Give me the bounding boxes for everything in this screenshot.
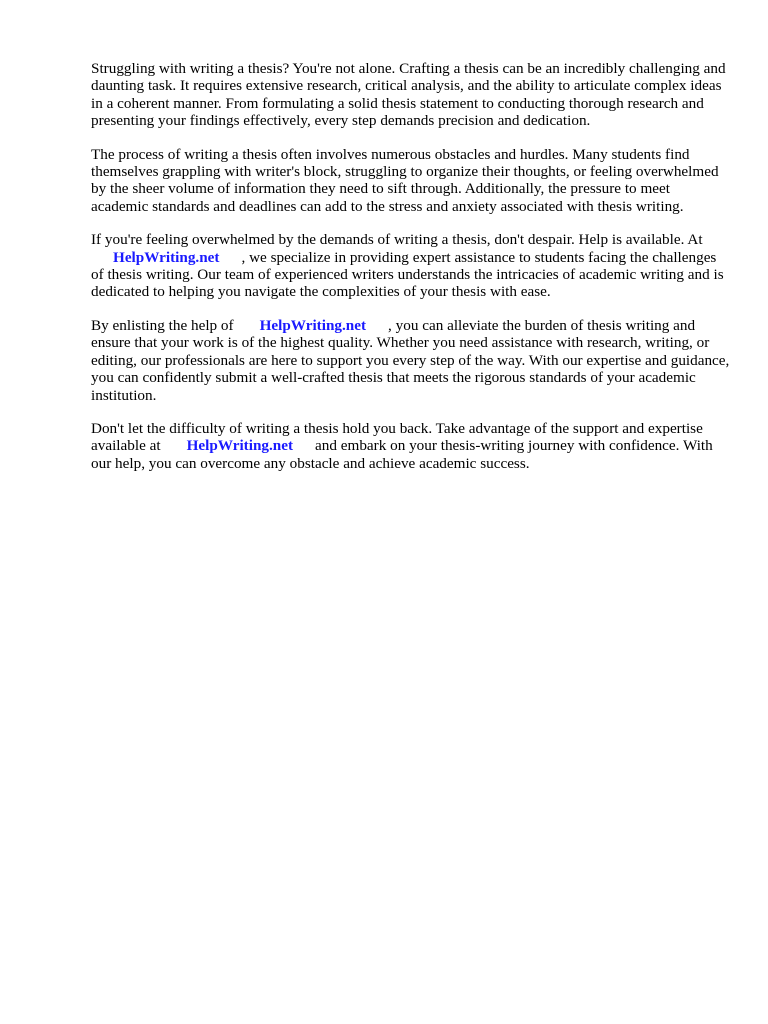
helpwriting-link-1[interactable]: HelpWriting.net — [113, 248, 220, 266]
document-body — [91, 60, 731, 488]
paragraph-intro-text: Struggling with writing a thesis? You're not alone. Crafting a thesis can be an incredibly challenging and daunting task. It requires extensive research, critical analysis, and the ability to articulate complex ideas in a coherent manner. From formulating a solid thesis statement to conducting thorough research and presenting your findings effectively, every step demands precision and dedication. — [91, 60, 726, 130]
paragraph-help-available — [91, 231, 731, 301]
paragraph-closing-text-after: and embark on your thesis-writing journey with confidence. With our help, you can overcome any obstacle and achieve academic success. — [91, 437, 713, 472]
paragraph-enlisting-text-after: , you can alleviate the burden of thesis writing and ensure that your work is of the highest quality. Whether you need assistance with research, writing, or editing, our professionals are here to support you every step of the way. With our expertise and guidance, you can confidently submit a well-crafted thesis that meets the rigorous standards of your academic institution. — [91, 316, 730, 404]
paragraph-obstacles — [91, 146, 731, 216]
helpwriting-link-2[interactable]: HelpWriting.net — [259, 316, 367, 334]
paragraph-help-text-after: , we specialize in providing expert assistance to students facing the challenges of thesis writing. Our team of experienced writers understands the intricacies of academic writing and is dedicated to helping you navigate the complexities of your thesis with ease. — [91, 248, 724, 301]
paragraph-enlisting — [91, 317, 731, 404]
helpwriting-link-3[interactable]: HelpWriting.net — [186, 437, 294, 455]
paragraph-intro — [91, 60, 731, 130]
paragraph-closing — [91, 420, 731, 472]
paragraph-help-text-before: If you're feeling overwhelmed by the demands of writing a thesis, don't despair. Help is available. At — [91, 231, 703, 249]
paragraph-closing-text-before: Don't let the difficulty of writing a thesis hold you back. Take advantage of the support and expertise available at — [91, 419, 703, 455]
paragraph-enlisting-text-before: By enlisting the help of — [91, 316, 234, 334]
paragraph-obstacles-text: The process of writing a thesis often involves numerous obstacles and hurdles. Many students find themselves grappling with writer's block, struggling to organize their thoughts, or feeling overwhelmed by the sheer volume of information they need to sift through. Additionally, the pressure to meet academic standards and deadlines can add to the stress and anxiety associated with thesis writing. — [91, 145, 719, 215]
